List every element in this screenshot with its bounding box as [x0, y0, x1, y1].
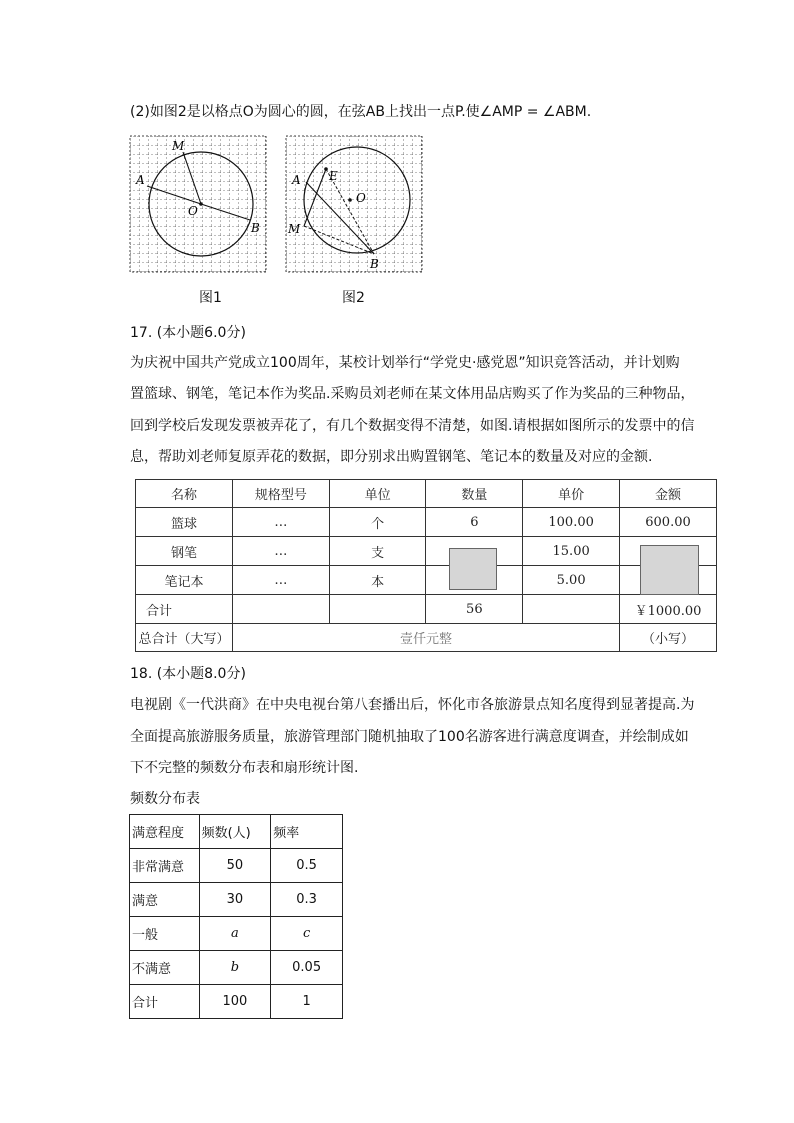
freq-cell: 30 — [199, 883, 271, 917]
freq-cell: a — [199, 917, 271, 951]
invoice-cell: 个 — [329, 508, 426, 537]
fig1-label-a: A — [136, 173, 145, 187]
q17-line-4: 息，帮助刘老师复原弄花的数据，即分别求出购置钢笔、笔记本的数量及对应的金额. — [130, 449, 653, 465]
invoice-total-amount: ￥1000.00 — [620, 595, 717, 624]
freq-header-row — [130, 815, 343, 849]
invoice-cell: 600.00 — [620, 508, 717, 537]
fig2-label-o: O — [356, 191, 366, 205]
invoice-header-cell: 规格型号 — [232, 480, 329, 508]
table-row — [136, 566, 717, 595]
q17-line-2: 置篮球、钢笔，笔记本作为奖品.采购员刘老师在某文体用品店购买了作为奖品的三种物品， — [130, 386, 695, 402]
freq-cell: 合计 — [130, 985, 200, 1019]
invoice-cell: 15.00 — [523, 537, 620, 566]
invoice-table — [135, 479, 717, 652]
invoice-grand-upper: 壹仟元整 — [232, 624, 619, 652]
fig2-caption: 图2 — [342, 290, 365, 306]
freq-cell: 满意 — [130, 883, 200, 917]
freq-header-cell: 频率 — [271, 815, 343, 849]
q18-line-3: 下不完整的频数分布表和扇形统计图. — [130, 760, 359, 776]
table-row — [130, 849, 343, 883]
invoice-header-cell: 数量 — [426, 480, 523, 508]
table-row — [130, 883, 343, 917]
q17-line-3: 回到学校后发现发票被弄花了，有几个数据变得不清楚，如图.请根据如图所示的发票中的信 — [130, 418, 695, 434]
figure-2 — [284, 134, 424, 274]
invoice-cell: 笔记本 — [136, 566, 233, 595]
q18-header: 18. (本小题8.0分) — [130, 666, 246, 682]
invoice-cell: 5.00 — [523, 566, 620, 595]
fig2-label-m: M — [288, 222, 301, 236]
fig1-label-m: M — [172, 139, 185, 153]
smudge-amount — [640, 545, 699, 595]
invoice-total-qty: 56 — [426, 595, 523, 624]
freq-cell: 一般 — [130, 917, 200, 951]
table-row — [130, 917, 343, 951]
invoice-total-label: 合计 — [136, 595, 233, 624]
table-row — [130, 951, 343, 985]
fig2-label-a: A — [292, 173, 301, 187]
invoice-cell: … — [232, 566, 329, 595]
invoice-header-cell: 金额 — [620, 480, 717, 508]
freq-header-cell: 频数(人) — [199, 815, 271, 849]
invoice-cell: … — [232, 508, 329, 537]
invoice-cell: 篮球 — [136, 508, 233, 537]
fig2-label-e: E — [329, 169, 338, 183]
freq-header-cell: 满意程度 — [130, 815, 200, 849]
figure-1 — [128, 134, 268, 274]
q18-line-1: 电视剧《一代洪商》在中央电视台第八套播出后，怀化市各旅游景点知名度得到显著提高.为 — [130, 697, 695, 713]
frequency-table — [129, 814, 343, 1019]
fig1-label-o: O — [188, 204, 198, 218]
freq-cell: c — [271, 917, 343, 951]
invoice-cell: 钢笔 — [136, 537, 233, 566]
invoice-grand-label: 总合计（大写） — [136, 624, 233, 652]
invoice-grand-lower: （小写） — [620, 624, 717, 652]
freq-cell: b — [199, 951, 271, 985]
invoice-cell: … — [232, 537, 329, 566]
q16-part2-text: (2)如图2是以格点O为圆心的圆，在弦AB上找出一点P.使∠AMP = ∠ABM. — [130, 104, 592, 120]
fig1-caption: 图1 — [199, 290, 222, 306]
invoice-total-row — [136, 595, 717, 624]
freq-cell: 0.3 — [271, 883, 343, 917]
freq-cell: 0.05 — [271, 951, 343, 985]
invoice-cell: 6 — [426, 508, 523, 537]
q18-table-title: 频数分布表 — [130, 791, 200, 807]
invoice-header-cell: 名称 — [136, 480, 233, 508]
freq-cell: 100 — [199, 985, 271, 1019]
freq-cell: 不满意 — [130, 951, 200, 985]
invoice-header-row — [136, 480, 717, 508]
freq-cell: 非常满意 — [130, 849, 200, 883]
table-row — [130, 985, 343, 1019]
table-row — [136, 508, 717, 537]
fig1-label-b: B — [251, 221, 260, 235]
invoice-cell: 本 — [329, 566, 426, 595]
q18-line-2: 全面提高旅游服务质量，旅游管理部门随机抽取了100名游客进行满意度调查，并绘制成如 — [130, 729, 689, 745]
table-row — [136, 537, 717, 566]
q17-header: 17. (本小题6.0分) — [130, 325, 246, 341]
smudge-qty — [449, 548, 497, 590]
invoice-cell: 支 — [329, 537, 426, 566]
invoice-grand-row — [136, 624, 717, 652]
freq-cell: 1 — [271, 985, 343, 1019]
invoice-cell: 100.00 — [523, 508, 620, 537]
freq-cell: 50 — [199, 849, 271, 883]
fig2-label-b: B — [370, 257, 379, 271]
q17-line-1: 为庆祝中国共产党成立100周年，某校计划举行“学党史·感党恩”知识竞答活动，并计划购 — [130, 355, 680, 371]
freq-cell: 0.5 — [271, 849, 343, 883]
invoice-header-cell: 单价 — [523, 480, 620, 508]
invoice-header-cell: 单位 — [329, 480, 426, 508]
